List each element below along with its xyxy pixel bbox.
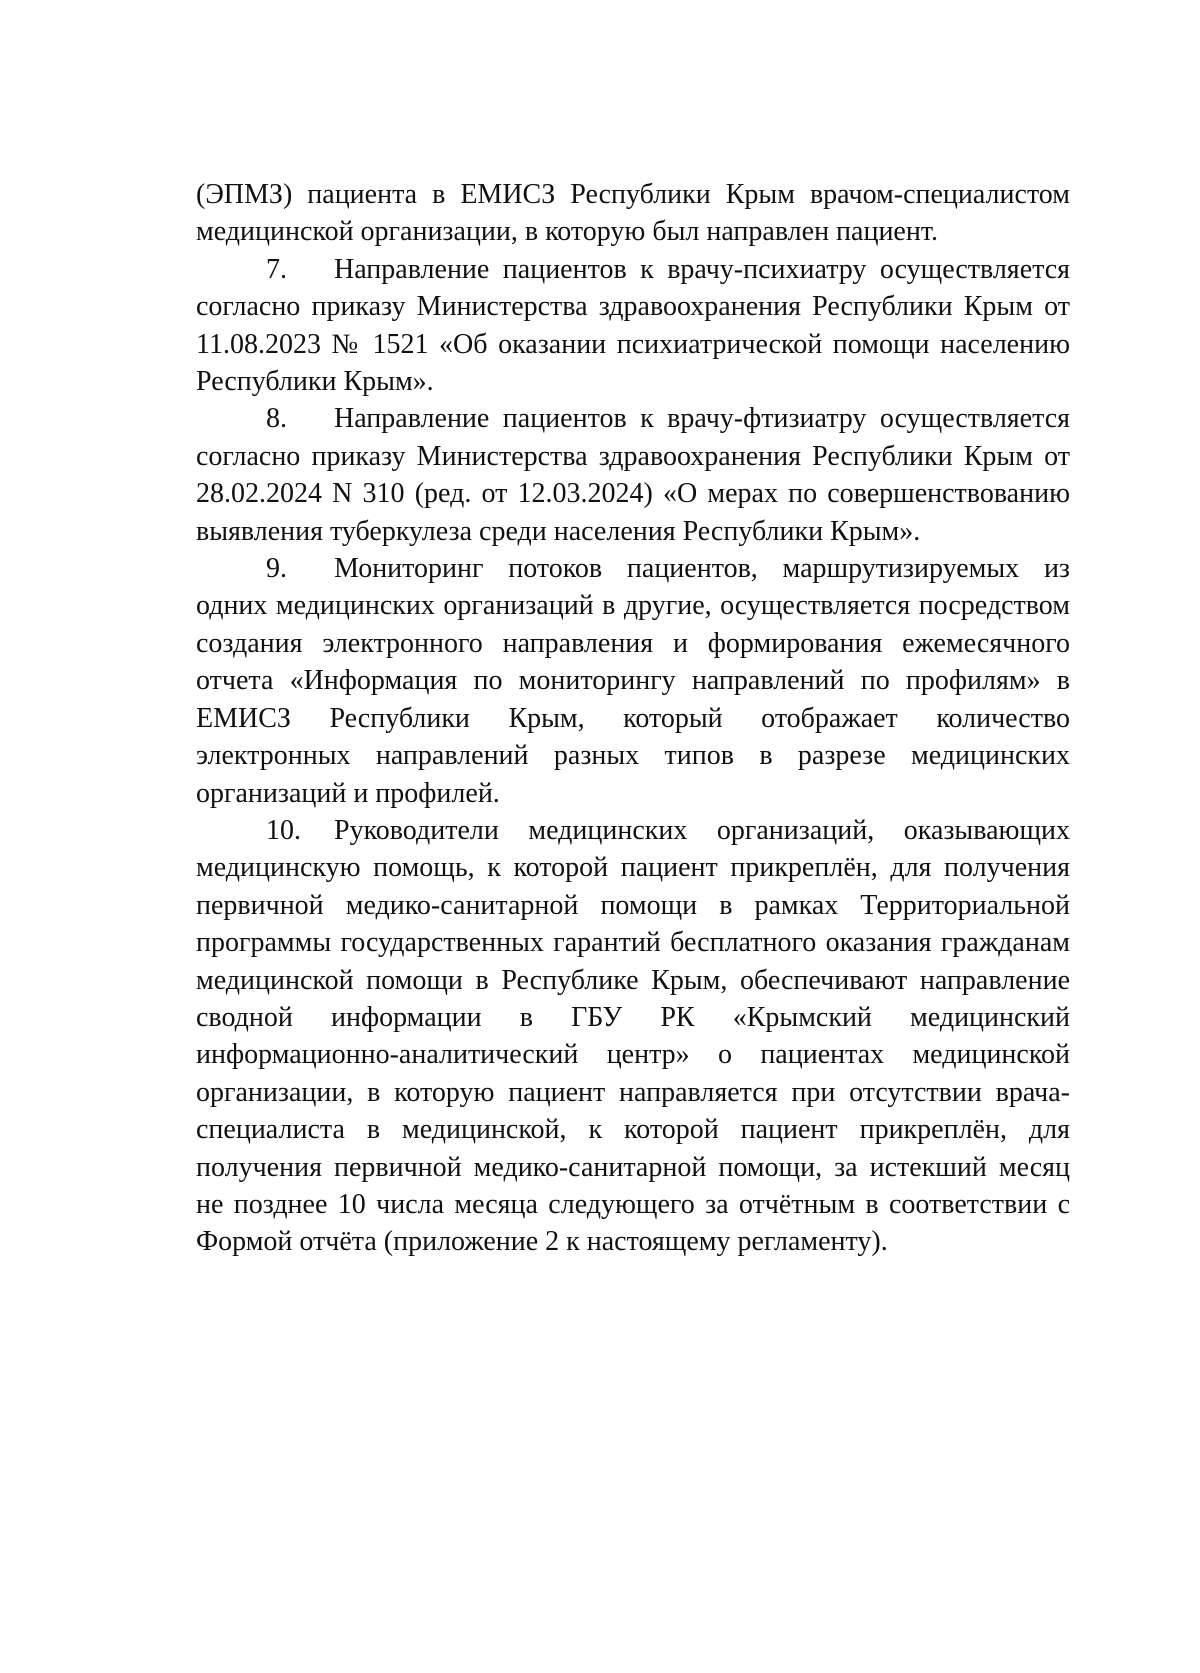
paragraph-9: [196, 550, 1070, 812]
paragraph-7: [196, 251, 1070, 401]
paragraph-number: 9.: [266, 553, 287, 585]
paragraph-text: (ЭПМЗ) пациента в ЕМИСЗ Республики Крым врачом-специалистом медицинской организации, в которую был направлен пациент.: [196, 179, 1070, 248]
document-body: [196, 176, 1070, 1261]
paragraph-number: 8.: [266, 403, 287, 435]
paragraph-text: Направление пациентов к врачу-психиатру осуществляется согласно приказу Министерства здравоохранения Республики Крым от 11.08.2023 № 1521 «Об оказании психиатрической помощи населению Республики Крым».: [196, 253, 1070, 398]
paragraph-text: Мониторинг потоков пациентов, маршрутизируемых из одних медицинских организаций в другие, осуществляется посредством создания электронного направления и формирования ежемесячного отчета «Информация по мониторингу направлений по профилям» в ЕМИСЗ Республики Крым, который отображает количество электронных направлений разных типов в разрезе медицинских организаций и профилей.: [196, 553, 1070, 809]
paragraph-8: [196, 400, 1070, 550]
paragraph-text: Направление пациентов к врачу-фтизиатру осуществляется согласно приказу Министерства здравоохранения Республики Крым от 28.02.2024 N 310 (ред. от 12.03.2024) «О мерах по совершенствованию выявления туберкулеза среди населения Республики Крым».: [196, 403, 1070, 547]
paragraph-10: [196, 812, 1070, 1261]
paragraph-number: 7.: [266, 253, 287, 285]
paragraph-number: 10.: [266, 814, 301, 846]
paragraph-text: Руководители медицинских организаций, оказывающих медицинскую помощь, к которой пациент прикреплён, для получения первичной медико-санитарной помощи в рамках Территориальной программы государственных гарантий бесплатного оказания гражданам медицинской помощи в Республике Крым, обеспечивают направление сводной информации в ГБУ РК «Крымский медицинский информационно-аналитический центр» о пациентах медицинской организации, в которую пациент направляется при отсутствии врача-специалиста в медицинской, к которой пациент прикреплён, для получения первичной медико-санитарной помощи, за истекший месяц не позднее 10 числа месяца следующего за отчётным в соответствии с Формой отчёта (приложение 2 к настоящему регламенту).: [196, 814, 1070, 1258]
paragraph-continuation: [196, 176, 1070, 251]
